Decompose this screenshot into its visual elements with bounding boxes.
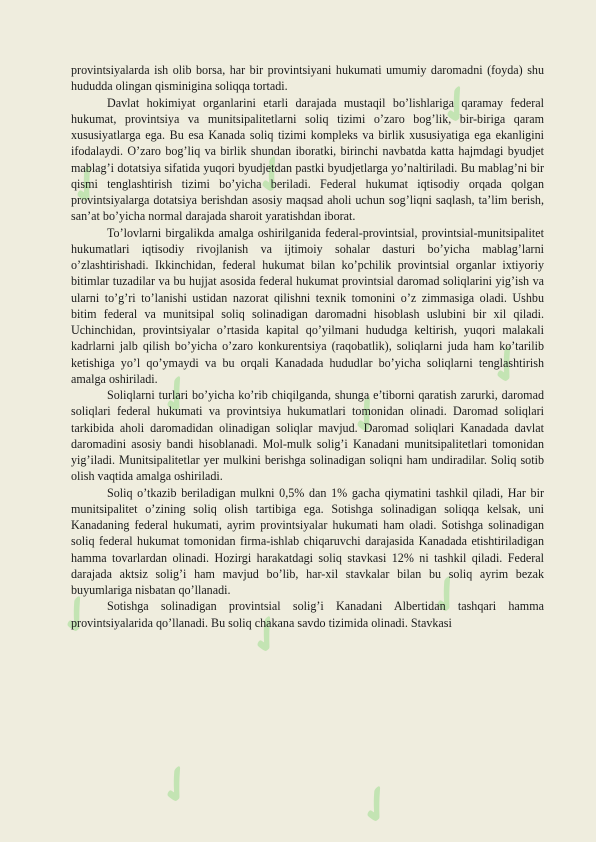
watermark-glyph: ✓ xyxy=(425,72,490,140)
watermark-glyph: ✓ xyxy=(335,382,400,450)
watermark-glyph: ✓ xyxy=(415,562,480,630)
paragraph: Soliqlarni turlari bo’yicha ko’rib chiqilganda, shunga e’tiborni qaratish zarurki, daromad soliqlari federal hukumati va provintsiya hukumatlari tomonidan olinadi. Daromad soliqlari tarkibida aholi daromadidan olinadigan soliqlar mavjud. Daromad soliqlari Kanadada davlat daromadini asosiy bandi hisoblanadi. Mol-mulk solig’i Kanadani munitsipalitetlari tomonidan yig’iladi. Munitsipalitetlar yer mulkini berishga solinadigan soliqni ham undiradilar. Soliq sotib olish vaqtida amalga oshiriladi. xyxy=(71,388,544,484)
paragraph: Davlat hokimiyat organlarini etarli darajada mustaqil bo’lishlariga qaramay federal hukumat, provintsiya va munitsipalitetlarni soliq tizimi o’zaro bog’lik, bir-biriga qaram xususiyatlarga ega. Bu esa Kanada soliq tizimi kompleks va birlik xususiyatiga ega ekanligini ifodalaydi. O’zaro bog’liq va birlik shundan iboratki, birinchi navbatda katta hajmdagi byudjet mablag’i dotatsiya sifatida yuqori byudjetdan pastki byudjetlarga yo’naltiriladi. Bu mablag’ni bir qismi tenglashtirish tizimi bo’yicha beriladi. Federal hukumat iqtisodiy orqada qolgan provintsiyalarga dotatsiya berishdan asosiy maqsad aholi uchun sog’liqni saqlash, ta’lim berish, san’at bo’yicha normal darajada sharoit yaratishdan iborat. xyxy=(71,95,544,224)
paragraph: Sotishga solinadigan provintsial solig’i Kanadani Albertidan tashqari hamma provintsiyalarida qo’llanadi. Bu soliq chakana savdo tizimida olinadi. Stavkasi xyxy=(71,599,544,630)
watermark-glyph: ✓ xyxy=(475,332,540,400)
watermark-glyph: ✓ xyxy=(55,152,120,220)
document-body xyxy=(71,62,544,631)
watermark-glyph: ✓ xyxy=(345,772,410,840)
watermark-glyph: ✓ xyxy=(145,362,210,430)
paragraph: provintsiyalarda ish olib borsa, har bir provintsiyani hukumati umumiy daromadni (foyda) shu hududda olingan qisminigina soliqqa tortadi. xyxy=(71,63,544,94)
watermark-glyph: ✓ xyxy=(145,752,210,820)
watermark-glyph: ✓ xyxy=(240,142,305,210)
watermark-glyph: ✓ xyxy=(235,602,300,670)
paragraph: Soliq o’tkazib beriladigan mulkni 0,5% dan 1% gacha qiymatini tashkil qiladi, Har bir munitsipalitet o’zining soliq olish tartibiga ega. Sotishga solinadigan soliqqa kelsak, uni Kanadaning federal hukumati, ayrim provintsiyalar hukumati ham oladi. Sotishga solinadigan soliq federal hukumat tomonidan firma-ishlab chiqaruvchi darajasida Kanadada etishtiriladigan hamma tovarlardan olinadi. Hozirgi harakatdagi soliq stavkasi 12% ni tashkil qiladi. Federal darajada aktsiz solig’i ham mavjud bo’lib, har-xil stavkalar bilan bu soliq ayrim bezak buyumlariga nisbatan qo’llanadi. xyxy=(71,485,544,597)
paragraph: To’lovlarni birgalikda amalga oshirilganida federal-provintsial, provintsial-munitsipalitet hukumatlari iqtisodiy rivojlanish va ijtimoiy sohalar dasturi bo’yicha mablag’larni o’zlashtirishadi. Ikkinchidan, federal hukumat bilan ko’pchilik provintsial organlar ixtiyoriy bitimlar tuzadilar va bu hujjat asosida federal hukumat provintsial daromad soliqlarini yig’ish va ularni to’g’ri to’lanishi ustidan nazorat qilishni texnik tomonini o’z zimmasiga oladi. Ushbu bitim federal va munitsipal soliq solinadigan daromadni hisoblash uslubini bir xil qiladi. Uchinchidan, provintsiyalar o’rtasida kapital qo’yilmani hududga keltirish, yuqori malakali kadrlarni jalb qilish bo’yicha o’zaro konkurentsiya (raqobatlik), soliqlarni juda ham ko’tarilib ketishiga yo’l qo’ymaydi va bu orqali Kanadada hududlar bo’yicha soliqlarni tenglashtirish amalga oshiriladi. xyxy=(71,225,544,386)
watermark-glyph: ✓ xyxy=(45,582,110,650)
